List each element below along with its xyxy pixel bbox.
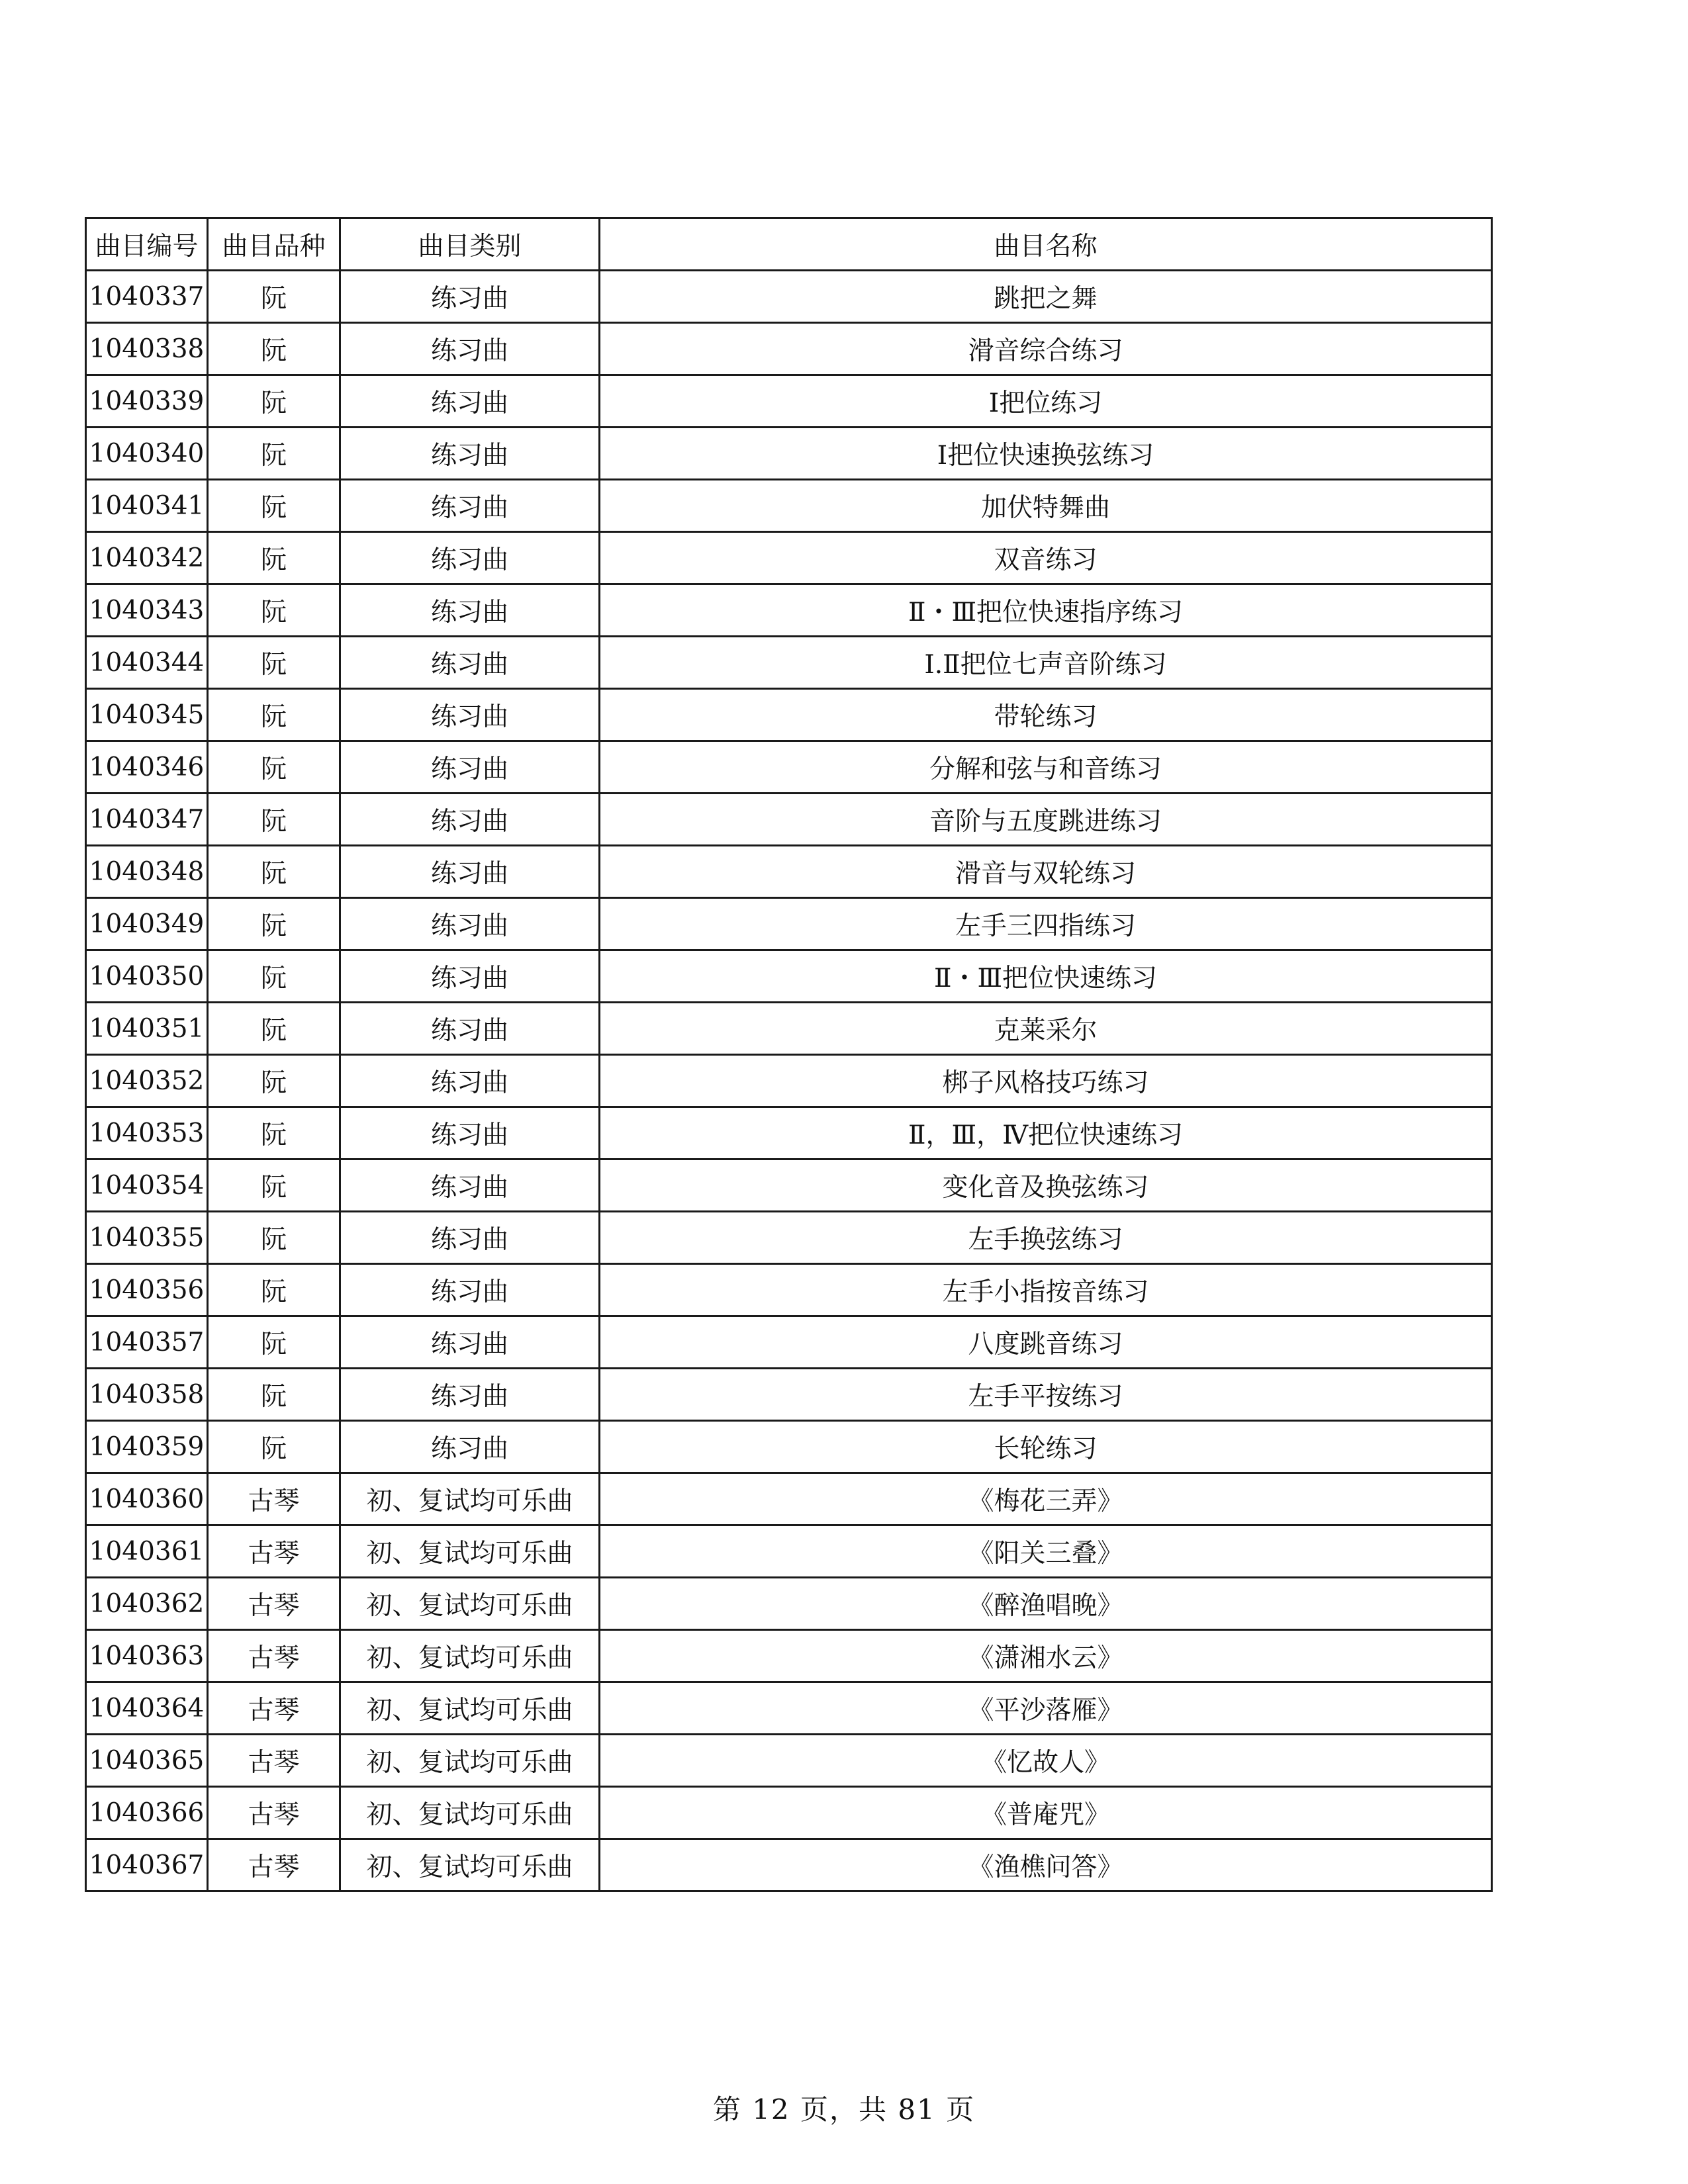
header-instrument: 曲目品种 <box>208 218 340 271</box>
cell-piece-code: 1040339 <box>86 375 208 428</box>
cell-category: 练习曲 <box>340 689 600 741</box>
cell-category: 初、复试均可乐曲 <box>340 1525 600 1578</box>
cell-category: 练习曲 <box>340 637 600 689</box>
cell-category: 初、复试均可乐曲 <box>340 1630 600 1682</box>
cell-category: 练习曲 <box>340 846 600 898</box>
cell-piece-code: 1040362 <box>86 1578 208 1630</box>
cell-category: 练习曲 <box>340 1369 600 1421</box>
cell-piece-name: 变化音及换弦练习 <box>600 1160 1492 1212</box>
cell-instrument: 阮 <box>208 1264 340 1316</box>
cell-instrument: 阮 <box>208 584 340 637</box>
cell-instrument: 阮 <box>208 950 340 1003</box>
table-row <box>86 480 1492 532</box>
cell-piece-name: 《潇湘水云》 <box>600 1630 1492 1682</box>
cell-piece-name: Ⅰ把位练习 <box>600 375 1492 428</box>
cell-category: 练习曲 <box>340 428 600 480</box>
cell-category: 练习曲 <box>340 794 600 846</box>
cell-category: 初、复试均可乐曲 <box>340 1473 600 1525</box>
cell-instrument: 阮 <box>208 637 340 689</box>
repertoire-table <box>85 217 1493 1892</box>
table-row <box>86 1839 1492 1891</box>
cell-instrument: 古琴 <box>208 1630 340 1682</box>
cell-instrument: 阮 <box>208 428 340 480</box>
cell-piece-name: 加伏特舞曲 <box>600 480 1492 532</box>
cell-category: 练习曲 <box>340 1316 600 1369</box>
header-category: 曲目类别 <box>340 218 600 271</box>
table-row <box>86 1787 1492 1839</box>
cell-piece-code: 1040367 <box>86 1839 208 1891</box>
cell-piece-code: 1040344 <box>86 637 208 689</box>
cell-category: 练习曲 <box>340 741 600 794</box>
cell-piece-name: Ⅱ・Ⅲ把位快速练习 <box>600 950 1492 1003</box>
cell-piece-code: 1040360 <box>86 1473 208 1525</box>
cell-instrument: 阮 <box>208 898 340 950</box>
table-row <box>86 1264 1492 1316</box>
table-row <box>86 846 1492 898</box>
cell-piece-name: 《忆故人》 <box>600 1735 1492 1787</box>
cell-category: 练习曲 <box>340 375 600 428</box>
page-number: 第 12 页，共 81 页 <box>712 2093 976 2126</box>
cell-piece-code: 1040345 <box>86 689 208 741</box>
cell-piece-name: Ⅰ.Ⅱ把位七声音阶练习 <box>600 637 1492 689</box>
table-body <box>86 271 1492 1891</box>
table-row <box>86 794 1492 846</box>
table-row <box>86 1421 1492 1473</box>
cell-piece-name: 《平沙落雁》 <box>600 1682 1492 1735</box>
cell-piece-code: 1040351 <box>86 1003 208 1055</box>
cell-category: 练习曲 <box>340 898 600 950</box>
cell-instrument: 古琴 <box>208 1473 340 1525</box>
cell-category: 练习曲 <box>340 532 600 584</box>
cell-piece-name: 八度跳音练习 <box>600 1316 1492 1369</box>
cell-piece-name: 左手换弦练习 <box>600 1212 1492 1264</box>
cell-instrument: 古琴 <box>208 1787 340 1839</box>
cell-category: 练习曲 <box>340 1003 600 1055</box>
table-row <box>86 1525 1492 1578</box>
cell-instrument: 古琴 <box>208 1578 340 1630</box>
table-row <box>86 1003 1492 1055</box>
cell-piece-code: 1040346 <box>86 741 208 794</box>
cell-category: 初、复试均可乐曲 <box>340 1578 600 1630</box>
cell-category: 练习曲 <box>340 584 600 637</box>
cell-category: 练习曲 <box>340 1212 600 1264</box>
cell-category: 初、复试均可乐曲 <box>340 1682 600 1735</box>
cell-piece-code: 1040359 <box>86 1421 208 1473</box>
table-row <box>86 584 1492 637</box>
cell-piece-code: 1040357 <box>86 1316 208 1369</box>
cell-piece-code: 1040338 <box>86 323 208 375</box>
cell-piece-code: 1040337 <box>86 271 208 323</box>
table-row <box>86 1160 1492 1212</box>
table-row <box>86 1630 1492 1682</box>
table-row <box>86 637 1492 689</box>
cell-instrument: 阮 <box>208 1003 340 1055</box>
cell-piece-name: 带轮练习 <box>600 689 1492 741</box>
cell-piece-name: 《普庵咒》 <box>600 1787 1492 1839</box>
cell-instrument: 阮 <box>208 1212 340 1264</box>
cell-instrument: 古琴 <box>208 1525 340 1578</box>
cell-piece-name: Ⅱ・Ⅲ把位快速指序练习 <box>600 584 1492 637</box>
cell-instrument: 阮 <box>208 323 340 375</box>
cell-piece-name: 滑音综合练习 <box>600 323 1492 375</box>
cell-piece-code: 1040365 <box>86 1735 208 1787</box>
cell-instrument: 阮 <box>208 1055 340 1107</box>
cell-piece-code: 1040361 <box>86 1525 208 1578</box>
cell-category: 练习曲 <box>340 1421 600 1473</box>
cell-instrument: 阮 <box>208 532 340 584</box>
cell-piece-code: 1040366 <box>86 1787 208 1839</box>
cell-piece-name: 左手小指按音练习 <box>600 1264 1492 1316</box>
cell-piece-name: Ⅰ把位快速换弦练习 <box>600 428 1492 480</box>
cell-category: 练习曲 <box>340 1107 600 1160</box>
cell-piece-code: 1040354 <box>86 1160 208 1212</box>
cell-piece-name: 跳把之舞 <box>600 271 1492 323</box>
cell-instrument: 阮 <box>208 1421 340 1473</box>
table-row <box>86 1369 1492 1421</box>
cell-piece-code: 1040353 <box>86 1107 208 1160</box>
cell-piece-code: 1040341 <box>86 480 208 532</box>
table-row <box>86 898 1492 950</box>
cell-piece-code: 1040355 <box>86 1212 208 1264</box>
cell-instrument: 阮 <box>208 794 340 846</box>
cell-category: 练习曲 <box>340 323 600 375</box>
cell-piece-code: 1040342 <box>86 532 208 584</box>
cell-category: 练习曲 <box>340 950 600 1003</box>
cell-instrument: 阮 <box>208 1107 340 1160</box>
cell-piece-code: 1040358 <box>86 1369 208 1421</box>
table-row <box>86 1735 1492 1787</box>
cell-instrument: 古琴 <box>208 1682 340 1735</box>
table-row <box>86 689 1492 741</box>
table-row <box>86 323 1492 375</box>
cell-piece-name: 分解和弦与和音练习 <box>600 741 1492 794</box>
cell-piece-name: 左手平按练习 <box>600 1369 1492 1421</box>
cell-instrument: 阮 <box>208 1316 340 1369</box>
cell-piece-name: 滑音与双轮练习 <box>600 846 1492 898</box>
cell-instrument: 古琴 <box>208 1735 340 1787</box>
table-row <box>86 375 1492 428</box>
cell-category: 初、复试均可乐曲 <box>340 1787 600 1839</box>
table-row <box>86 950 1492 1003</box>
cell-instrument: 阮 <box>208 1369 340 1421</box>
cell-instrument: 阮 <box>208 375 340 428</box>
cell-piece-code: 1040350 <box>86 950 208 1003</box>
cell-instrument: 阮 <box>208 689 340 741</box>
cell-piece-name: 音阶与五度跳进练习 <box>600 794 1492 846</box>
cell-category: 练习曲 <box>340 1264 600 1316</box>
table-row <box>86 1578 1492 1630</box>
cell-piece-code: 1040364 <box>86 1682 208 1735</box>
cell-instrument: 阮 <box>208 1160 340 1212</box>
cell-category: 练习曲 <box>340 271 600 323</box>
header-piece-code: 曲目编号 <box>86 218 208 271</box>
cell-instrument: 古琴 <box>208 1839 340 1891</box>
cell-instrument: 阮 <box>208 846 340 898</box>
cell-category: 练习曲 <box>340 480 600 532</box>
cell-piece-name: 左手三四指练习 <box>600 898 1492 950</box>
cell-piece-name: 长轮练习 <box>600 1421 1492 1473</box>
cell-piece-name: 《梅花三弄》 <box>600 1473 1492 1525</box>
cell-piece-name: 《醉渔唱晚》 <box>600 1578 1492 1630</box>
table-row <box>86 1316 1492 1369</box>
table-row <box>86 1055 1492 1107</box>
cell-category: 练习曲 <box>340 1160 600 1212</box>
table-row <box>86 741 1492 794</box>
cell-piece-code: 1040363 <box>86 1630 208 1682</box>
cell-piece-code: 1040349 <box>86 898 208 950</box>
cell-piece-code: 1040340 <box>86 428 208 480</box>
table-row <box>86 1682 1492 1735</box>
cell-category: 初、复试均可乐曲 <box>340 1735 600 1787</box>
table-row <box>86 428 1492 480</box>
cell-piece-name: 双音练习 <box>600 532 1492 584</box>
table-row <box>86 532 1492 584</box>
table-row <box>86 271 1492 323</box>
cell-instrument: 阮 <box>208 480 340 532</box>
cell-piece-code: 1040347 <box>86 794 208 846</box>
table-row <box>86 1107 1492 1160</box>
cell-piece-name: 《渔樵问答》 <box>600 1839 1492 1891</box>
cell-piece-name: 梆子风格技巧练习 <box>600 1055 1492 1107</box>
table-row <box>86 1473 1492 1525</box>
cell-piece-name: Ⅱ，Ⅲ，Ⅳ把位快速练习 <box>600 1107 1492 1160</box>
cell-piece-code: 1040352 <box>86 1055 208 1107</box>
cell-category: 初、复试均可乐曲 <box>340 1839 600 1891</box>
cell-piece-code: 1040343 <box>86 584 208 637</box>
cell-instrument: 阮 <box>208 741 340 794</box>
header-piece-name: 曲目名称 <box>600 218 1492 271</box>
cell-piece-name: 《阳关三叠》 <box>600 1525 1492 1578</box>
cell-instrument: 阮 <box>208 271 340 323</box>
cell-piece-code: 1040348 <box>86 846 208 898</box>
cell-piece-code: 1040356 <box>86 1264 208 1316</box>
table-header-row <box>86 218 1492 271</box>
table-row <box>86 1212 1492 1264</box>
cell-piece-name: 克莱采尔 <box>600 1003 1492 1055</box>
cell-category: 练习曲 <box>340 1055 600 1107</box>
